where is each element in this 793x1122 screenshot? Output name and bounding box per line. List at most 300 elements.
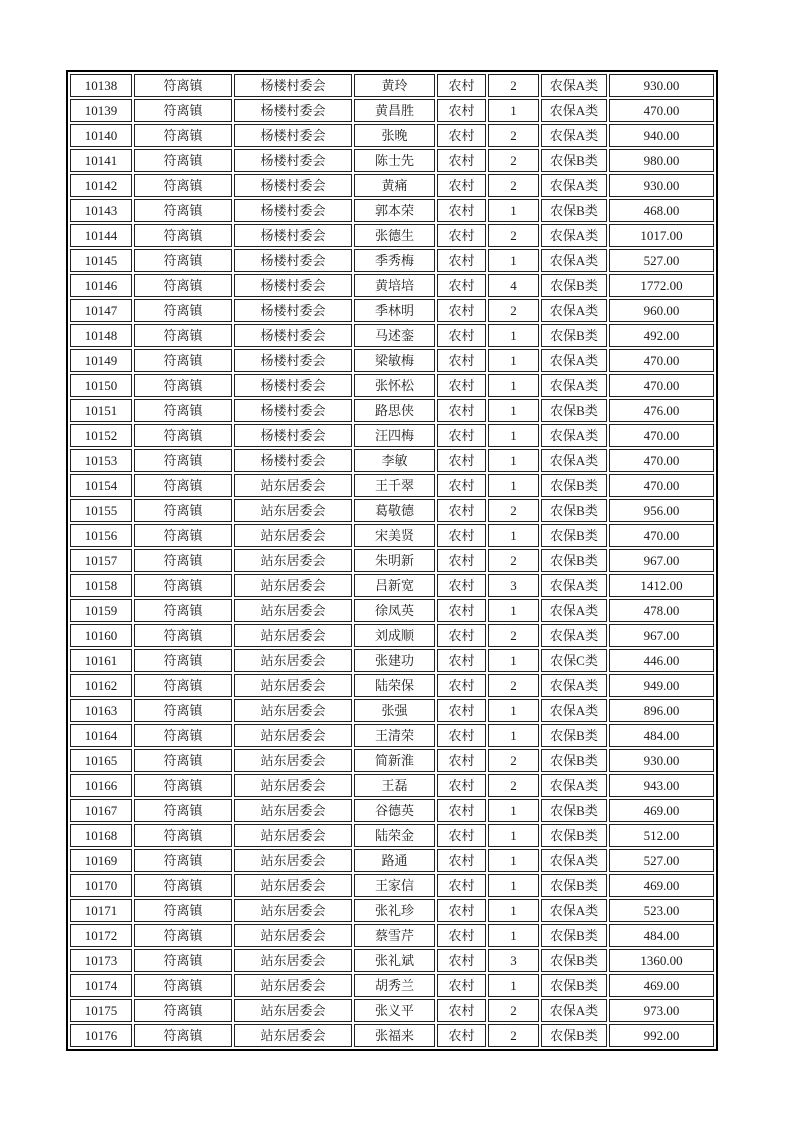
cell-residence-type: 农村 bbox=[437, 449, 486, 472]
cell-town: 符离镇 bbox=[134, 924, 232, 947]
table-row bbox=[70, 374, 714, 397]
cell-residence-type: 农村 bbox=[437, 149, 486, 172]
cell-record-id: 10153 bbox=[70, 449, 132, 472]
cell-amount: 527.00 bbox=[609, 249, 714, 272]
cell-residence-type: 农村 bbox=[437, 674, 486, 697]
cell-residence-type: 农村 bbox=[437, 274, 486, 297]
cell-record-id: 10172 bbox=[70, 924, 132, 947]
cell-village-committee: 站东居委会 bbox=[234, 824, 352, 847]
cell-person-count: 1 bbox=[488, 824, 539, 847]
table-row bbox=[70, 349, 714, 372]
cell-person-count: 1 bbox=[488, 324, 539, 347]
cell-person-name: 宋美贤 bbox=[354, 524, 435, 547]
cell-person-count: 3 bbox=[488, 574, 539, 597]
cell-record-id: 10163 bbox=[70, 699, 132, 722]
cell-person-name: 朱明新 bbox=[354, 549, 435, 572]
table-row bbox=[70, 249, 714, 272]
cell-person-count: 2 bbox=[488, 74, 539, 97]
cell-record-id: 10176 bbox=[70, 1024, 132, 1047]
cell-town: 符离镇 bbox=[134, 799, 232, 822]
cell-town: 符离镇 bbox=[134, 649, 232, 672]
cell-amount: 956.00 bbox=[609, 499, 714, 522]
cell-amount: 470.00 bbox=[609, 99, 714, 122]
cell-residence-type: 农村 bbox=[437, 774, 486, 797]
cell-amount: 469.00 bbox=[609, 799, 714, 822]
cell-record-id: 10170 bbox=[70, 874, 132, 897]
table-row bbox=[70, 799, 714, 822]
benefits-table bbox=[66, 70, 718, 1051]
cell-person-count: 3 bbox=[488, 949, 539, 972]
table-row bbox=[70, 749, 714, 772]
cell-insurance-category: 农保B类 bbox=[541, 399, 607, 422]
cell-town: 符离镇 bbox=[134, 1024, 232, 1047]
cell-amount: 1412.00 bbox=[609, 574, 714, 597]
cell-amount: 469.00 bbox=[609, 874, 714, 897]
cell-amount: 469.00 bbox=[609, 974, 714, 997]
cell-town: 符离镇 bbox=[134, 324, 232, 347]
cell-village-committee: 杨楼村委会 bbox=[234, 299, 352, 322]
cell-village-committee: 站东居委会 bbox=[234, 624, 352, 647]
table-row bbox=[70, 774, 714, 797]
cell-person-name: 张礼斌 bbox=[354, 949, 435, 972]
cell-person-count: 1 bbox=[488, 424, 539, 447]
cell-insurance-category: 农保B类 bbox=[541, 824, 607, 847]
cell-person-count: 1 bbox=[488, 199, 539, 222]
cell-person-count: 1 bbox=[488, 724, 539, 747]
cell-person-name: 路通 bbox=[354, 849, 435, 872]
cell-insurance-category: 农保B类 bbox=[541, 724, 607, 747]
cell-person-count: 2 bbox=[488, 624, 539, 647]
cell-person-count: 2 bbox=[488, 749, 539, 772]
cell-residence-type: 农村 bbox=[437, 974, 486, 997]
cell-town: 符离镇 bbox=[134, 549, 232, 572]
cell-person-count: 2 bbox=[488, 124, 539, 147]
cell-person-count: 1 bbox=[488, 699, 539, 722]
cell-record-id: 10169 bbox=[70, 849, 132, 872]
cell-village-committee: 杨楼村委会 bbox=[234, 449, 352, 472]
cell-town: 符离镇 bbox=[134, 849, 232, 872]
table-row bbox=[70, 524, 714, 547]
table-row bbox=[70, 274, 714, 297]
table-row bbox=[70, 124, 714, 147]
cell-person-count: 1 bbox=[488, 849, 539, 872]
cell-record-id: 10145 bbox=[70, 249, 132, 272]
cell-residence-type: 农村 bbox=[437, 824, 486, 847]
cell-person-count: 2 bbox=[488, 674, 539, 697]
table-row bbox=[70, 699, 714, 722]
cell-person-count: 2 bbox=[488, 774, 539, 797]
cell-amount: 527.00 bbox=[609, 849, 714, 872]
cell-person-count: 4 bbox=[488, 274, 539, 297]
cell-village-committee: 杨楼村委会 bbox=[234, 99, 352, 122]
cell-person-count: 2 bbox=[488, 549, 539, 572]
cell-residence-type: 农村 bbox=[437, 949, 486, 972]
cell-town: 符离镇 bbox=[134, 599, 232, 622]
cell-residence-type: 农村 bbox=[437, 99, 486, 122]
cell-person-count: 2 bbox=[488, 224, 539, 247]
cell-village-committee: 杨楼村委会 bbox=[234, 74, 352, 97]
cell-record-id: 10175 bbox=[70, 999, 132, 1022]
cell-village-committee: 站东居委会 bbox=[234, 474, 352, 497]
cell-person-name: 王千翠 bbox=[354, 474, 435, 497]
cell-insurance-category: 农保A类 bbox=[541, 999, 607, 1022]
cell-person-name: 黄昌胜 bbox=[354, 99, 435, 122]
cell-record-id: 10157 bbox=[70, 549, 132, 572]
cell-village-committee: 杨楼村委会 bbox=[234, 274, 352, 297]
cell-record-id: 10146 bbox=[70, 274, 132, 297]
cell-record-id: 10174 bbox=[70, 974, 132, 997]
cell-residence-type: 农村 bbox=[437, 699, 486, 722]
cell-village-committee: 站东居委会 bbox=[234, 699, 352, 722]
cell-person-name: 梁敏梅 bbox=[354, 349, 435, 372]
cell-insurance-category: 农保B类 bbox=[541, 524, 607, 547]
cell-record-id: 10165 bbox=[70, 749, 132, 772]
cell-residence-type: 农村 bbox=[437, 749, 486, 772]
cell-record-id: 10158 bbox=[70, 574, 132, 597]
cell-person-count: 1 bbox=[488, 524, 539, 547]
cell-residence-type: 农村 bbox=[437, 799, 486, 822]
cell-person-name: 王家信 bbox=[354, 874, 435, 897]
cell-person-name: 蔡雪芹 bbox=[354, 924, 435, 947]
cell-residence-type: 农村 bbox=[437, 549, 486, 572]
cell-record-id: 10138 bbox=[70, 74, 132, 97]
cell-village-committee: 杨楼村委会 bbox=[234, 249, 352, 272]
cell-town: 符离镇 bbox=[134, 174, 232, 197]
cell-residence-type: 农村 bbox=[437, 349, 486, 372]
cell-insurance-category: 农保A类 bbox=[541, 299, 607, 322]
cell-person-name: 黄培培 bbox=[354, 274, 435, 297]
cell-person-name: 张建功 bbox=[354, 649, 435, 672]
cell-village-committee: 杨楼村委会 bbox=[234, 174, 352, 197]
cell-amount: 980.00 bbox=[609, 149, 714, 172]
cell-person-name: 张礼珍 bbox=[354, 899, 435, 922]
cell-residence-type: 农村 bbox=[437, 74, 486, 97]
cell-person-name: 张晚 bbox=[354, 124, 435, 147]
cell-village-committee: 杨楼村委会 bbox=[234, 149, 352, 172]
cell-amount: 523.00 bbox=[609, 899, 714, 922]
cell-village-committee: 站东居委会 bbox=[234, 924, 352, 947]
cell-person-name: 黄玲 bbox=[354, 74, 435, 97]
cell-village-committee: 杨楼村委会 bbox=[234, 324, 352, 347]
cell-town: 符离镇 bbox=[134, 874, 232, 897]
cell-amount: 468.00 bbox=[609, 199, 714, 222]
cell-residence-type: 农村 bbox=[437, 724, 486, 747]
cell-person-name: 张怀松 bbox=[354, 374, 435, 397]
cell-village-committee: 杨楼村委会 bbox=[234, 424, 352, 447]
cell-person-count: 1 bbox=[488, 99, 539, 122]
cell-amount: 992.00 bbox=[609, 1024, 714, 1047]
cell-insurance-category: 农保A类 bbox=[541, 99, 607, 122]
table-row bbox=[70, 899, 714, 922]
cell-person-count: 1 bbox=[488, 599, 539, 622]
cell-record-id: 10144 bbox=[70, 224, 132, 247]
cell-person-name: 李敏 bbox=[354, 449, 435, 472]
table-row bbox=[70, 449, 714, 472]
cell-person-name: 胡秀兰 bbox=[354, 974, 435, 997]
cell-insurance-category: 农保B类 bbox=[541, 324, 607, 347]
cell-village-committee: 杨楼村委会 bbox=[234, 399, 352, 422]
cell-record-id: 10155 bbox=[70, 499, 132, 522]
cell-insurance-category: 农保B类 bbox=[541, 799, 607, 822]
cell-residence-type: 农村 bbox=[437, 224, 486, 247]
cell-record-id: 10142 bbox=[70, 174, 132, 197]
cell-person-name: 王磊 bbox=[354, 774, 435, 797]
cell-town: 符离镇 bbox=[134, 974, 232, 997]
cell-residence-type: 农村 bbox=[437, 499, 486, 522]
cell-village-committee: 站东居委会 bbox=[234, 549, 352, 572]
table-row bbox=[70, 199, 714, 222]
cell-residence-type: 农村 bbox=[437, 649, 486, 672]
cell-person-count: 2 bbox=[488, 299, 539, 322]
table-row bbox=[70, 974, 714, 997]
cell-residence-type: 农村 bbox=[437, 249, 486, 272]
cell-record-id: 10139 bbox=[70, 99, 132, 122]
cell-amount: 470.00 bbox=[609, 424, 714, 447]
cell-amount: 973.00 bbox=[609, 999, 714, 1022]
cell-insurance-category: 农保C类 bbox=[541, 649, 607, 672]
cell-record-id: 10166 bbox=[70, 774, 132, 797]
cell-insurance-category: 农保B类 bbox=[541, 149, 607, 172]
cell-person-name: 黄痛 bbox=[354, 174, 435, 197]
cell-record-id: 10141 bbox=[70, 149, 132, 172]
cell-amount: 476.00 bbox=[609, 399, 714, 422]
cell-town: 符离镇 bbox=[134, 299, 232, 322]
cell-town: 符离镇 bbox=[134, 949, 232, 972]
cell-person-count: 2 bbox=[488, 499, 539, 522]
cell-village-committee: 站东居委会 bbox=[234, 574, 352, 597]
table-row bbox=[70, 924, 714, 947]
cell-insurance-category: 农保B类 bbox=[541, 274, 607, 297]
cell-amount: 960.00 bbox=[609, 299, 714, 322]
cell-insurance-category: 农保A类 bbox=[541, 449, 607, 472]
cell-person-name: 路思侠 bbox=[354, 399, 435, 422]
cell-town: 符离镇 bbox=[134, 424, 232, 447]
cell-amount: 484.00 bbox=[609, 724, 714, 747]
cell-person-count: 1 bbox=[488, 474, 539, 497]
cell-insurance-category: 农保A类 bbox=[541, 424, 607, 447]
cell-person-name: 汪四梅 bbox=[354, 424, 435, 447]
cell-village-committee: 站东居委会 bbox=[234, 749, 352, 772]
cell-person-name: 季林明 bbox=[354, 299, 435, 322]
cell-town: 符离镇 bbox=[134, 274, 232, 297]
cell-residence-type: 农村 bbox=[437, 599, 486, 622]
cell-village-committee: 站东居委会 bbox=[234, 949, 352, 972]
cell-amount: 512.00 bbox=[609, 824, 714, 847]
cell-amount: 967.00 bbox=[609, 624, 714, 647]
cell-insurance-category: 农保B类 bbox=[541, 199, 607, 222]
cell-town: 符离镇 bbox=[134, 699, 232, 722]
cell-amount: 943.00 bbox=[609, 774, 714, 797]
cell-person-name: 郭本荣 bbox=[354, 199, 435, 222]
cell-residence-type: 农村 bbox=[437, 399, 486, 422]
cell-record-id: 10151 bbox=[70, 399, 132, 422]
cell-person-name: 张义平 bbox=[354, 999, 435, 1022]
cell-village-committee: 站东居委会 bbox=[234, 999, 352, 1022]
cell-town: 符离镇 bbox=[134, 824, 232, 847]
cell-residence-type: 农村 bbox=[437, 199, 486, 222]
cell-record-id: 10171 bbox=[70, 899, 132, 922]
cell-person-name: 徐凤英 bbox=[354, 599, 435, 622]
cell-insurance-category: 农保B类 bbox=[541, 924, 607, 947]
cell-town: 符离镇 bbox=[134, 749, 232, 772]
cell-insurance-category: 农保B类 bbox=[541, 974, 607, 997]
cell-person-name: 吕新宽 bbox=[354, 574, 435, 597]
cell-insurance-category: 农保A类 bbox=[541, 599, 607, 622]
cell-insurance-category: 农保A类 bbox=[541, 349, 607, 372]
table-row bbox=[70, 474, 714, 497]
cell-village-committee: 站东居委会 bbox=[234, 599, 352, 622]
table-row bbox=[70, 874, 714, 897]
cell-residence-type: 农村 bbox=[437, 1024, 486, 1047]
cell-record-id: 10152 bbox=[70, 424, 132, 447]
cell-amount: 478.00 bbox=[609, 599, 714, 622]
cell-amount: 949.00 bbox=[609, 674, 714, 697]
cell-town: 符离镇 bbox=[134, 399, 232, 422]
cell-village-committee: 杨楼村委会 bbox=[234, 349, 352, 372]
cell-town: 符离镇 bbox=[134, 249, 232, 272]
cell-residence-type: 农村 bbox=[437, 574, 486, 597]
cell-insurance-category: 农保A类 bbox=[541, 674, 607, 697]
cell-person-count: 1 bbox=[488, 249, 539, 272]
cell-person-name: 马述銮 bbox=[354, 324, 435, 347]
cell-village-committee: 站东居委会 bbox=[234, 724, 352, 747]
cell-town: 符离镇 bbox=[134, 474, 232, 497]
cell-amount: 967.00 bbox=[609, 549, 714, 572]
cell-insurance-category: 农保A类 bbox=[541, 249, 607, 272]
cell-record-id: 10149 bbox=[70, 349, 132, 372]
table-row bbox=[70, 724, 714, 747]
cell-insurance-category: 农保A类 bbox=[541, 574, 607, 597]
cell-amount: 930.00 bbox=[609, 174, 714, 197]
cell-town: 符离镇 bbox=[134, 224, 232, 247]
cell-residence-type: 农村 bbox=[437, 474, 486, 497]
cell-insurance-category: 农保B类 bbox=[541, 749, 607, 772]
cell-person-count: 1 bbox=[488, 974, 539, 997]
cell-insurance-category: 农保A类 bbox=[541, 124, 607, 147]
cell-village-committee: 站东居委会 bbox=[234, 774, 352, 797]
cell-amount: 470.00 bbox=[609, 349, 714, 372]
cell-amount: 1360.00 bbox=[609, 949, 714, 972]
cell-record-id: 10140 bbox=[70, 124, 132, 147]
cell-person-count: 1 bbox=[488, 924, 539, 947]
cell-town: 符离镇 bbox=[134, 374, 232, 397]
cell-amount: 470.00 bbox=[609, 474, 714, 497]
cell-amount: 896.00 bbox=[609, 699, 714, 722]
cell-residence-type: 农村 bbox=[437, 299, 486, 322]
cell-insurance-category: 农保B类 bbox=[541, 474, 607, 497]
cell-person-name: 葛敬德 bbox=[354, 499, 435, 522]
cell-village-committee: 站东居委会 bbox=[234, 974, 352, 997]
cell-person-name: 谷德英 bbox=[354, 799, 435, 822]
cell-record-id: 10164 bbox=[70, 724, 132, 747]
cell-person-count: 2 bbox=[488, 149, 539, 172]
cell-person-name: 张德生 bbox=[354, 224, 435, 247]
cell-residence-type: 农村 bbox=[437, 924, 486, 947]
cell-residence-type: 农村 bbox=[437, 849, 486, 872]
cell-person-name: 陈士先 bbox=[354, 149, 435, 172]
cell-insurance-category: 农保A类 bbox=[541, 174, 607, 197]
cell-record-id: 10147 bbox=[70, 299, 132, 322]
cell-village-committee: 站东居委会 bbox=[234, 524, 352, 547]
cell-village-committee: 杨楼村委会 bbox=[234, 199, 352, 222]
cell-person-count: 1 bbox=[488, 374, 539, 397]
cell-record-id: 10150 bbox=[70, 374, 132, 397]
table-row bbox=[70, 174, 714, 197]
table-row bbox=[70, 99, 714, 122]
cell-insurance-category: 农保B类 bbox=[541, 874, 607, 897]
cell-town: 符离镇 bbox=[134, 624, 232, 647]
cell-insurance-category: 农保B类 bbox=[541, 499, 607, 522]
cell-person-name: 季秀梅 bbox=[354, 249, 435, 272]
cell-amount: 470.00 bbox=[609, 524, 714, 547]
cell-town: 符离镇 bbox=[134, 674, 232, 697]
cell-town: 符离镇 bbox=[134, 724, 232, 747]
table-row bbox=[70, 299, 714, 322]
cell-insurance-category: 农保A类 bbox=[541, 699, 607, 722]
cell-insurance-category: 农保B类 bbox=[541, 549, 607, 572]
cell-insurance-category: 农保A类 bbox=[541, 899, 607, 922]
table-row bbox=[70, 674, 714, 697]
cell-amount: 446.00 bbox=[609, 649, 714, 672]
cell-record-id: 10161 bbox=[70, 649, 132, 672]
cell-person-count: 1 bbox=[488, 799, 539, 822]
cell-residence-type: 农村 bbox=[437, 899, 486, 922]
cell-residence-type: 农村 bbox=[437, 424, 486, 447]
cell-village-committee: 站东居委会 bbox=[234, 874, 352, 897]
cell-town: 符离镇 bbox=[134, 99, 232, 122]
cell-record-id: 10143 bbox=[70, 199, 132, 222]
table-row bbox=[70, 324, 714, 347]
cell-amount: 930.00 bbox=[609, 74, 714, 97]
table-row bbox=[70, 849, 714, 872]
cell-town: 符离镇 bbox=[134, 574, 232, 597]
cell-village-committee: 站东居委会 bbox=[234, 649, 352, 672]
table-row bbox=[70, 74, 714, 97]
cell-amount: 470.00 bbox=[609, 449, 714, 472]
table-row bbox=[70, 649, 714, 672]
table-row bbox=[70, 949, 714, 972]
cell-person-name: 陆荣金 bbox=[354, 824, 435, 847]
cell-insurance-category: 农保A类 bbox=[541, 224, 607, 247]
cell-record-id: 10148 bbox=[70, 324, 132, 347]
cell-person-count: 1 bbox=[488, 349, 539, 372]
cell-record-id: 10154 bbox=[70, 474, 132, 497]
cell-residence-type: 农村 bbox=[437, 874, 486, 897]
cell-insurance-category: 农保A类 bbox=[541, 774, 607, 797]
cell-town: 符离镇 bbox=[134, 524, 232, 547]
cell-person-name: 刘成顺 bbox=[354, 624, 435, 647]
cell-person-name: 王清荣 bbox=[354, 724, 435, 747]
cell-amount: 1017.00 bbox=[609, 224, 714, 247]
cell-record-id: 10162 bbox=[70, 674, 132, 697]
cell-person-count: 2 bbox=[488, 174, 539, 197]
table-row bbox=[70, 149, 714, 172]
cell-record-id: 10160 bbox=[70, 624, 132, 647]
table-row bbox=[70, 549, 714, 572]
cell-person-name: 简新淮 bbox=[354, 749, 435, 772]
table-row bbox=[70, 599, 714, 622]
cell-person-name: 张强 bbox=[354, 699, 435, 722]
cell-record-id: 10167 bbox=[70, 799, 132, 822]
cell-village-committee: 杨楼村委会 bbox=[234, 124, 352, 147]
cell-record-id: 10168 bbox=[70, 824, 132, 847]
cell-residence-type: 农村 bbox=[437, 124, 486, 147]
cell-amount: 1772.00 bbox=[609, 274, 714, 297]
cell-residence-type: 农村 bbox=[437, 374, 486, 397]
cell-amount: 930.00 bbox=[609, 749, 714, 772]
cell-residence-type: 农村 bbox=[437, 999, 486, 1022]
cell-residence-type: 农村 bbox=[437, 524, 486, 547]
